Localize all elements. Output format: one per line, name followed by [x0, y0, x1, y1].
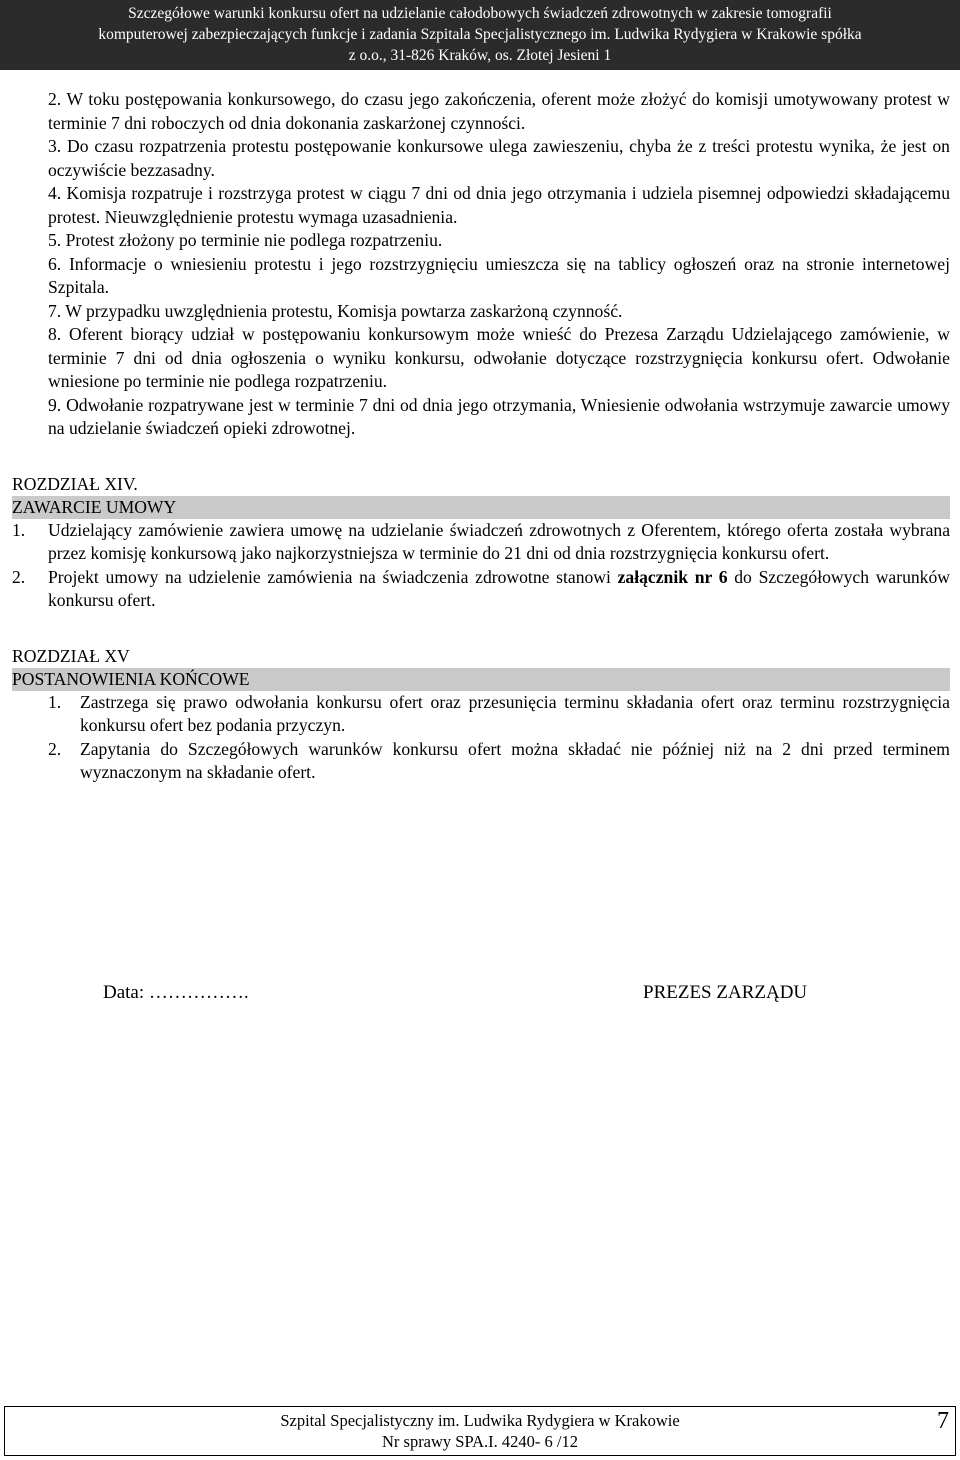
final-provisions-list: [12, 691, 950, 785]
contract-list: [12, 519, 950, 613]
list-item-number: 9.: [48, 394, 62, 415]
list-item-text: Oferent biorący udział w postępowaniu konkursowym może wnieść do Prezesa Zarządu Udzielającego zamówienie, w terminie 7 dni od dnia ogłoszenia o wyniku konkursu, odwołanie dotyczące rozstrzygnięcia konkursu ofert. Odwołanie wniesione po terminie nie podlega rozpatrzeniu.: [48, 324, 950, 391]
list-item-text: Zapytania do Szczegółowych warunków konkursu ofert można składać nie później niż na 2 dni przed terminem wyznaczonym na składanie ofert.: [80, 738, 950, 782]
list-item-number: 2.: [12, 566, 26, 587]
list-item-text: Zastrzega się prawo odwołania konkursu ofert oraz przesunięcia terminu składania ofert oraz terminu rozstrzygnięcia konkursu ofert bez podania przyczyn.: [80, 691, 950, 735]
list-item-text: Protest złożony po terminie nie podlega rozpatrzeniu.: [65, 230, 443, 250]
list-item-text: Udzielający zamówienie zawiera umowę na udzielanie świadczeń zdrowotnych z Oferentem, którego oferta została wybrana przez komisję konkursową jako najkorzystniejsza w terminie do 21 dni od dnia rozstrzygnięcia konkursu ofert.: [48, 519, 950, 563]
protest-list: [12, 88, 950, 441]
list-item: [12, 182, 950, 229]
list-item-text: Projekt umowy na udzielenie zamówienia na świadczenia zdrowotne stanowi: [48, 566, 618, 587]
president-signature-label: PREZES ZARZĄDU: [643, 982, 808, 1003]
list-item-text: Do czasu rozpatrzenia protestu postępowanie konkursowe ulega zawieszeniu, chyba że z treści protestu wynika, że jest on oczywiście bezzasadny.: [48, 136, 950, 180]
footer-hospital-name: Szpital Specjalistyczny im. Ludwika Rydygiera w Krakowie: [280, 1411, 680, 1430]
list-item-number: 1.: [48, 691, 62, 712]
list-item-text-end: do Szczegółowych warunków konkursu ofert.: [48, 566, 950, 610]
list-item-number: 2.: [48, 89, 62, 109]
chapter-heading-xiv: ROZDZIAŁ XIV.: [12, 473, 138, 494]
document-body: [12, 88, 950, 785]
list-item: [12, 323, 950, 394]
list-item: [12, 135, 950, 182]
header-line-1: Szczegółowe warunki konkursu ofert na udzielanie całodobowych świadczeń zdrowotnych w zakresie tomografii: [128, 5, 832, 22]
list-item: [12, 394, 950, 441]
date-field: Data: …………….: [103, 982, 249, 1003]
attachment-reference: załącznik nr 6: [617, 566, 728, 587]
list-item-text: Informacje o wniesieniu protestu i jego rozstrzygnięciu umieszcza się na tablicy ogłoszeń oraz na stronie internetowej Szpitala.: [48, 253, 950, 297]
list-item: [12, 229, 950, 253]
list-item-number: 4.: [48, 183, 62, 203]
list-item-number: 6.: [48, 253, 62, 274]
list-item-text: Odwołanie rozpatrywane jest w terminie 7 dni od dnia jego otrzymania, Wniesienie odwołania wstrzymuje zawarcie umowy na udzielanie świadczeń opieki zdrowotnej.: [48, 394, 950, 438]
list-item-text: W toku postępowania konkursowego, do czasu jego zakończenia, oferent może złożyć do komisji umotywowany protest w terminie 7 dni roboczych od dnia dokonania zaskarżonej czynności.: [48, 89, 950, 133]
list-item: [12, 738, 950, 785]
page-number: 7: [937, 1408, 949, 1434]
chapter-heading-xv: ROZDZIAŁ XV: [12, 645, 130, 666]
document-header: [0, 0, 960, 70]
list-item-text: W przypadku uwzględnienia protestu, Komisja powtarza zaskarżoną czynność.: [65, 300, 623, 321]
header-line-2: komputerowej zabezpieczających funkcje i zadania Szpitala Specjalistycznego im. Ludwika Rydygiera w Krakowie spółka: [98, 26, 862, 43]
list-item-text: Komisja rozpatruje i rozstrzyga protest w ciągu 7 dni od dnia jego otrzymania i udziela pisemnej odpowiedzi składającemu protest. Nieuwzględnienie protestu wymaga uzasadnienia.: [48, 183, 950, 227]
list-item-number: 1.: [12, 519, 26, 540]
list-item-number: 7.: [48, 300, 62, 321]
list-item-number: 2.: [48, 738, 62, 759]
header-line-3: z o.o., 31-826 Kraków, os. Złotej Jesieni 1: [348, 47, 612, 64]
list-item: [12, 253, 950, 300]
chapter-title-xiv: ZAWARCIE UMOWY: [12, 496, 950, 519]
chapter-title-xv: POSTANOWIENIA KOŃCOWE: [12, 668, 950, 691]
footer-case-number: Nr sprawy SPA.I. 4240- 6 /12: [381, 1432, 579, 1451]
list-item-number: 5.: [48, 230, 62, 250]
list-item: [12, 519, 950, 566]
list-item: [12, 300, 950, 324]
list-item: [12, 88, 950, 135]
list-item-number: 3.: [48, 136, 62, 156]
document-footer: [4, 1406, 956, 1456]
list-item: [12, 566, 950, 613]
list-item-number: 8.: [48, 324, 62, 344]
list-item: [12, 691, 950, 738]
